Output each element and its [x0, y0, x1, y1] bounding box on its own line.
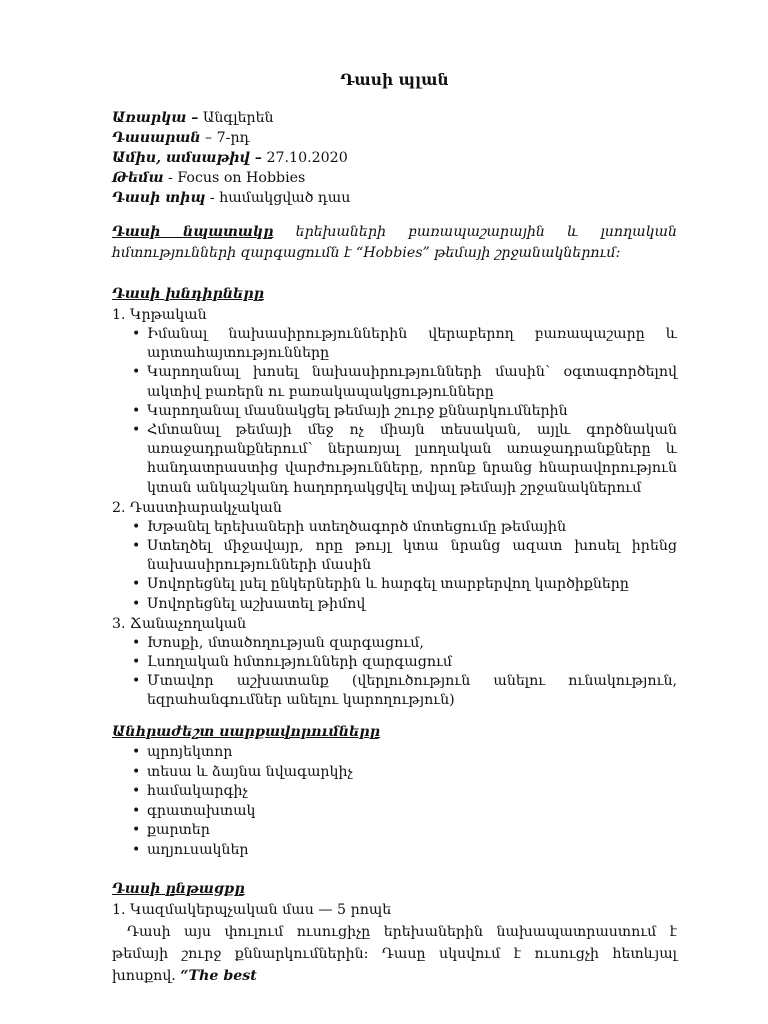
meta-date [112, 148, 677, 168]
list-item: • պրոյեկտոր [147, 743, 677, 763]
list-item: • համակարգիչ [147, 782, 677, 802]
meta-label: Ամիս, ամսաթիվ – [112, 150, 262, 166]
meta-value: 27.10.2020 [261, 150, 348, 166]
lesson-tasks [112, 283, 677, 711]
equipment-list [112, 743, 677, 861]
meta-value: – 7-րդ [200, 130, 250, 146]
task-list [112, 634, 677, 711]
lesson-meta [112, 108, 677, 208]
task-list [112, 325, 677, 498]
equipment-heading: Անհրաժեշտ սարքավորումները [112, 724, 381, 740]
goal-text: երեխաների բառապաշարային և լսողական հմտությունների զարգացումն է “Hobbies” թեմայի շրջանակներում: [112, 224, 677, 261]
task-group-label: 1. Կրթական [112, 307, 207, 323]
procedure-step: 1. Կազմակերպչական մաս — 5 րոպե [112, 902, 392, 918]
meta-label: Դասի տիպ [112, 190, 206, 206]
lesson-goal [112, 222, 677, 264]
list-item: • գրատախտակ [147, 802, 677, 822]
meta-lesson-type [112, 188, 677, 208]
meta-subject [112, 108, 677, 128]
meta-grade [112, 128, 677, 148]
procedure-section [112, 878, 677, 987]
list-item: • Խթանել երեխաների ստեղծագործ մոտեցումը թեմային [147, 518, 677, 537]
meta-label: Թեմա [112, 170, 164, 186]
procedure-paragraph: Դասի այս փուլում ուսուցիչը երեխաներին նախապատրաստում է թեմայի շուրջ քննարկումներին: Դասը սկսվում է ուսուցչի հետևյալ խոսքով. [112, 924, 677, 984]
meta-value: - Focus on Hobbies [163, 170, 306, 186]
list-item: • Ստեղծել միջավայր, որը թույլ կտա նրանց ազատ խոսել իրենց նախասիրությունների մասին [147, 537, 677, 575]
page-title: Դասի պլան [340, 70, 449, 89]
tasks-heading: Դասի խնդիրները [112, 286, 265, 302]
list-item: • Խոսքի, մտածողության զարգացում, [147, 634, 677, 653]
list-item: • Մտավոր աշխատանք (վերլուծություն անելու ունակություն, եզրահանգումներ անելու կարողություն) [147, 672, 677, 710]
list-item: • տեսա և ձայնա նվագարկիչ [147, 763, 677, 783]
procedure-quote: “The best [180, 968, 257, 984]
list-item: • Հմտանալ թեմայի մեջ ոչ միայն տեսական, այլև գործնական առաջադրանքներում՝ ներառյալ լսողական առաջադրանքները և հանդատրաստից վարժությունները, որոնք նրանց հնարավորություն կտան անկաշկանդ հաղորդակցվել տվյալ թեմայի շրջանակներում [147, 421, 677, 498]
meta-label: Առարկա – [112, 110, 199, 126]
list-item: • Սովորեցնել աշխատել թիմով [147, 595, 677, 614]
task-list [112, 518, 677, 614]
list-item: • քարտեր [147, 821, 677, 841]
meta-label: Դասարան [112, 130, 201, 146]
procedure-text [112, 921, 677, 987]
list-item: • Իմանալ նախասիրություններին վերաբերող բառապաշարը և արտահայտությունները [147, 325, 677, 363]
task-group-label: 2. Դաստիարակչական [112, 499, 282, 516]
list-item: • աղյուսակներ [147, 841, 677, 861]
task-group-label: 3. Ճանաչողական [112, 615, 247, 632]
list-item: • Կարողանալ մասնակցել թեմայի շուրջ քննարկումներին [147, 402, 677, 421]
list-item: • Կարողանալ խոսել նախասիրությունների մասին՝ օգտագործելով ակտիվ բառերն ու բառակապակցությունները [147, 363, 677, 401]
equipment-section [112, 721, 677, 861]
meta-value: - համակցված դաս [205, 190, 351, 206]
goal-label: Դասի նպատակը [112, 224, 274, 240]
meta-value: Անգլերեն [198, 110, 274, 126]
list-item: • Սովորեցնել լսել ընկերներին և հարգել տարբերվող կարծիքները [147, 575, 677, 594]
meta-topic [112, 168, 677, 188]
procedure-heading: Դասի ընթացքը [112, 881, 245, 897]
list-item: • Լսողական հմտությունների զարգացում [147, 653, 677, 672]
